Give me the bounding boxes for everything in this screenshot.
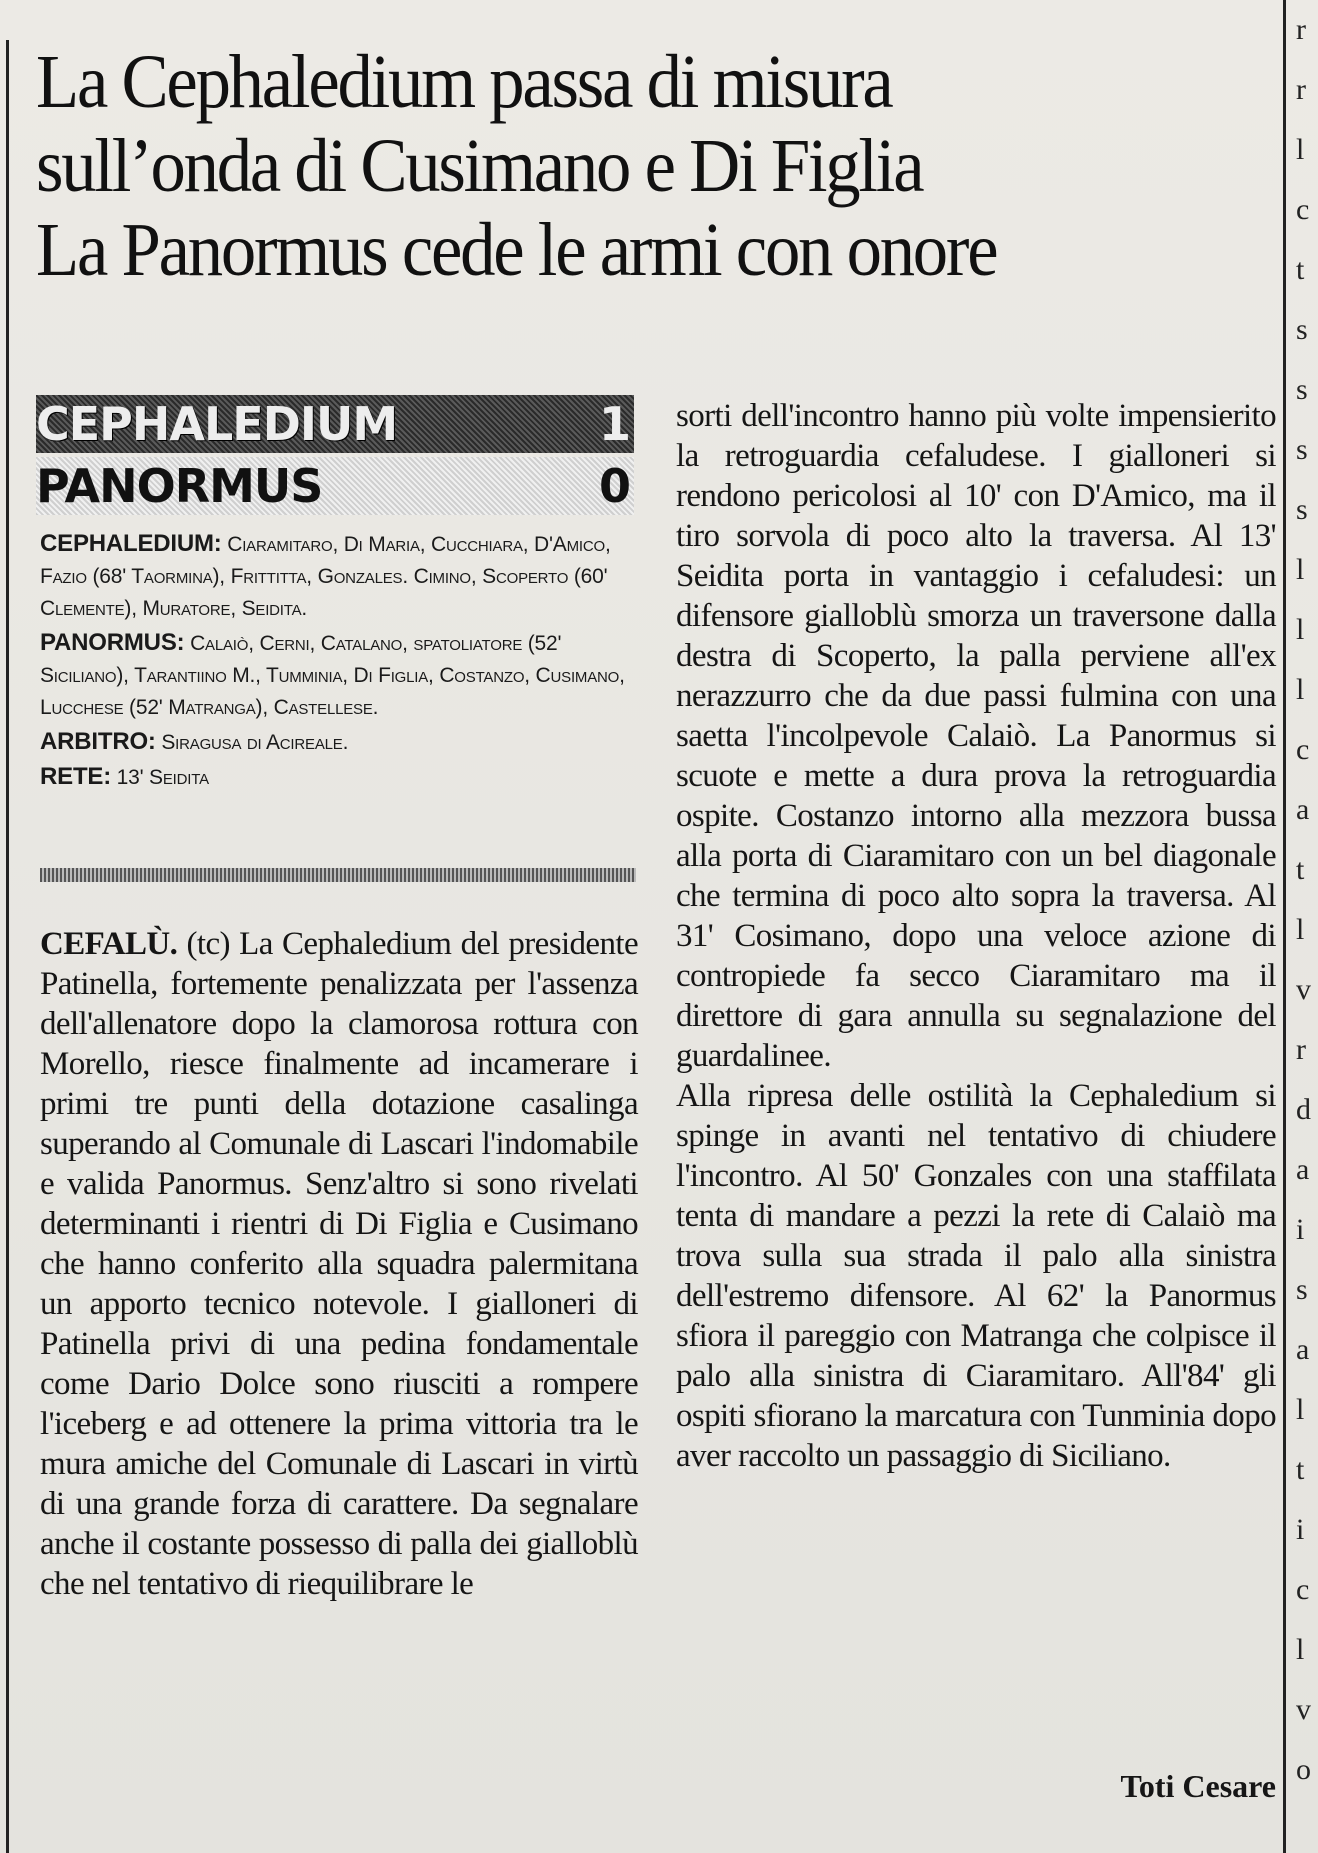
adjacent-column-letter: d (1296, 1093, 1311, 1126)
article-paragraph-3: Alla ripresa delle ostilità la Cephaledium si spinge in avanti nel tentativo di chiudere l'incontro. Al 50' Gonzales con una staffilata tenta di mandare a pezzi la rete di Calaiò ma trova sulla sua strada il palo alla sinistra dell'estremo difensore. Al 62' la Panormus sfiora il pareggio con Matranga che colpisce il palo alla sinistra di Ciaramitaro. All'84' gli ospiti sfiorano la marcatura con Tunminia dopo aver raccolto un passaggio di Siciliano. (676, 1078, 1276, 1474)
adjacent-column-letter: l (1296, 1633, 1305, 1666)
referee-label: ARBITRO: (40, 728, 156, 755)
adjacent-column-letter: l (1296, 613, 1305, 646)
adjacent-column-letter: s (1296, 313, 1308, 346)
adjacent-column-fragment (1296, 0, 1318, 1853)
home-team-score: 1 (598, 397, 630, 451)
adjacent-column-letter: t (1296, 253, 1305, 286)
scoreboard-home-row (36, 395, 634, 453)
headline-line-3: La Panormus cede le armi con onore (36, 208, 997, 292)
right-column-rule (1283, 0, 1286, 1853)
scoreboard-away-row (36, 457, 634, 515)
adjacent-column-letter: t (1296, 853, 1305, 886)
away-lineup (40, 627, 640, 724)
adjacent-column-letter: s (1296, 433, 1308, 466)
adjacent-column-letter: v (1296, 973, 1311, 1006)
article-paragraph-1 (40, 924, 638, 1604)
home-lineup (40, 528, 640, 625)
adjacent-column-letter: i (1296, 1213, 1305, 1246)
adjacent-column-letter: s (1296, 373, 1308, 406)
adjacent-column-letter: a (1296, 1333, 1310, 1366)
adjacent-column-letter: i (1296, 1513, 1305, 1546)
adjacent-column-letter: l (1296, 913, 1305, 946)
adjacent-column-letter: r (1296, 1033, 1306, 1066)
adjacent-column-letter: l (1296, 673, 1305, 706)
adjacent-column-letter: s (1296, 1273, 1308, 1306)
headline-line-1: La Cephaledium passa di misura (36, 40, 892, 124)
article-left-column (40, 924, 638, 1604)
home-lineup-label: CEPHALEDIUM: (40, 530, 222, 557)
adjacent-column-letter: r (1296, 73, 1306, 106)
adjacent-column-letter: c (1296, 1573, 1310, 1606)
adjacent-column-letter: t (1296, 1453, 1305, 1486)
adjacent-column-letter: v (1296, 1693, 1311, 1726)
article-paragraph-2: sorti dell'incontro hanno più volte impensierito la retroguardia cefaludese. I gialloneri si rendono pericolosi al 10' con D'Amico, ma il tiro sorvola di poco alto la traversa. Al 13' Seidita porta in vantaggio i cefaludesi: un difensore gialloblù smorza un traversone dalla destra di Scoperto, la palla perviene all'ex nerazzurro che da due passi fulmina con una saetta l'incolpevole Calaiò. La Panormus si scuote e mette a dura prova la retroguardia ospite. Costanzo intorno alla mezzora bussa alla porta di Ciaramitaro con un bel diagonale che termina di poco alto sopra la traversa. Al 31' Cosimano, dopo una veloce azione di contropiede fa secco Ciaramitaro ma il direttore di gara annulla su segnalazione del guardalinee. (676, 398, 1276, 1074)
adjacent-column-letter: l (1296, 133, 1305, 166)
goal-label: RETE: (40, 763, 112, 790)
separator-bar (40, 868, 636, 882)
away-lineup-text: Calaiò, Cerni, Catalano, spatoliatore (52' Siciliano), Tarantiino M., Tumminia, Di Figlia, Costanzo, Cusimano, Lucchese (52' Matranga), Castellese. (40, 632, 625, 719)
match-sheet (40, 528, 640, 796)
adjacent-column-letter: r (1296, 13, 1306, 46)
goal-line (40, 761, 640, 794)
article-left-text: (tc) La Cephaledium del presidente Patinella, fortemente penalizzata per l'assenza dell'allenatore dopo la clamorosa rottura con Morello, riesce finalmente ad incamerare i primi tre punti della dotazione casalinga superando al Comunale di Lascari l'indomabile e valida Panormus. Senz'altro si sono rivelati determinanti i rientri di Di Figlia e Cusimano che hanno conferito alla squadra palermitana un apporto tecnico notevole. I gialloneri di Patinella privi di una pedina fondamentale come Dario Dolce sono riusciti a rompere l'iceberg e ad ottenere la prima vittoria tra le mura amiche del Comunale di Lascari in virtù di una grande forza di carattere. Da segnalare anche il costante possesso di palla dei gialloblù che nel tentativo di riequilibrare le (40, 926, 638, 1602)
dateline: CEFALÙ. (40, 926, 178, 962)
adjacent-column-letter: c (1296, 193, 1310, 226)
adjacent-column-letter: l (1296, 553, 1305, 586)
goal-text: 13' Seidita (116, 766, 209, 789)
home-lineup-text: Ciaramitaro, Di Maria, Cucchiara, D'Amico, Fazio (68' Taormina), Frittitta, Gonzales. Cimino, Scoperto (60' Clemente), Muratore, Seidita. (40, 533, 611, 620)
adjacent-column-letter: l (1296, 1393, 1305, 1426)
adjacent-column-letter: a (1296, 793, 1310, 826)
referee-line (40, 726, 640, 759)
adjacent-column-letter: o (1296, 1753, 1311, 1786)
referee-text: Siragusa di Acireale. (161, 731, 349, 754)
adjacent-column-letter: a (1296, 1153, 1310, 1186)
byline: Toti Cesare (1120, 1768, 1276, 1804)
adjacent-column-letter: s (1296, 493, 1308, 526)
adjacent-column-letter: c (1296, 733, 1310, 766)
headline (36, 40, 1189, 292)
away-team-name: PANORMUS (36, 459, 323, 513)
away-team-score: 0 (598, 459, 630, 513)
scoreboard (36, 395, 634, 515)
article-right-column (676, 396, 1276, 1476)
home-team-name: CEPHALEDIUM (36, 397, 398, 451)
away-lineup-label: PANORMUS: (40, 629, 185, 656)
left-column-rule (6, 40, 9, 1853)
headline-line-2: sull’onda di Cusimano e Di Figlia (36, 124, 923, 208)
